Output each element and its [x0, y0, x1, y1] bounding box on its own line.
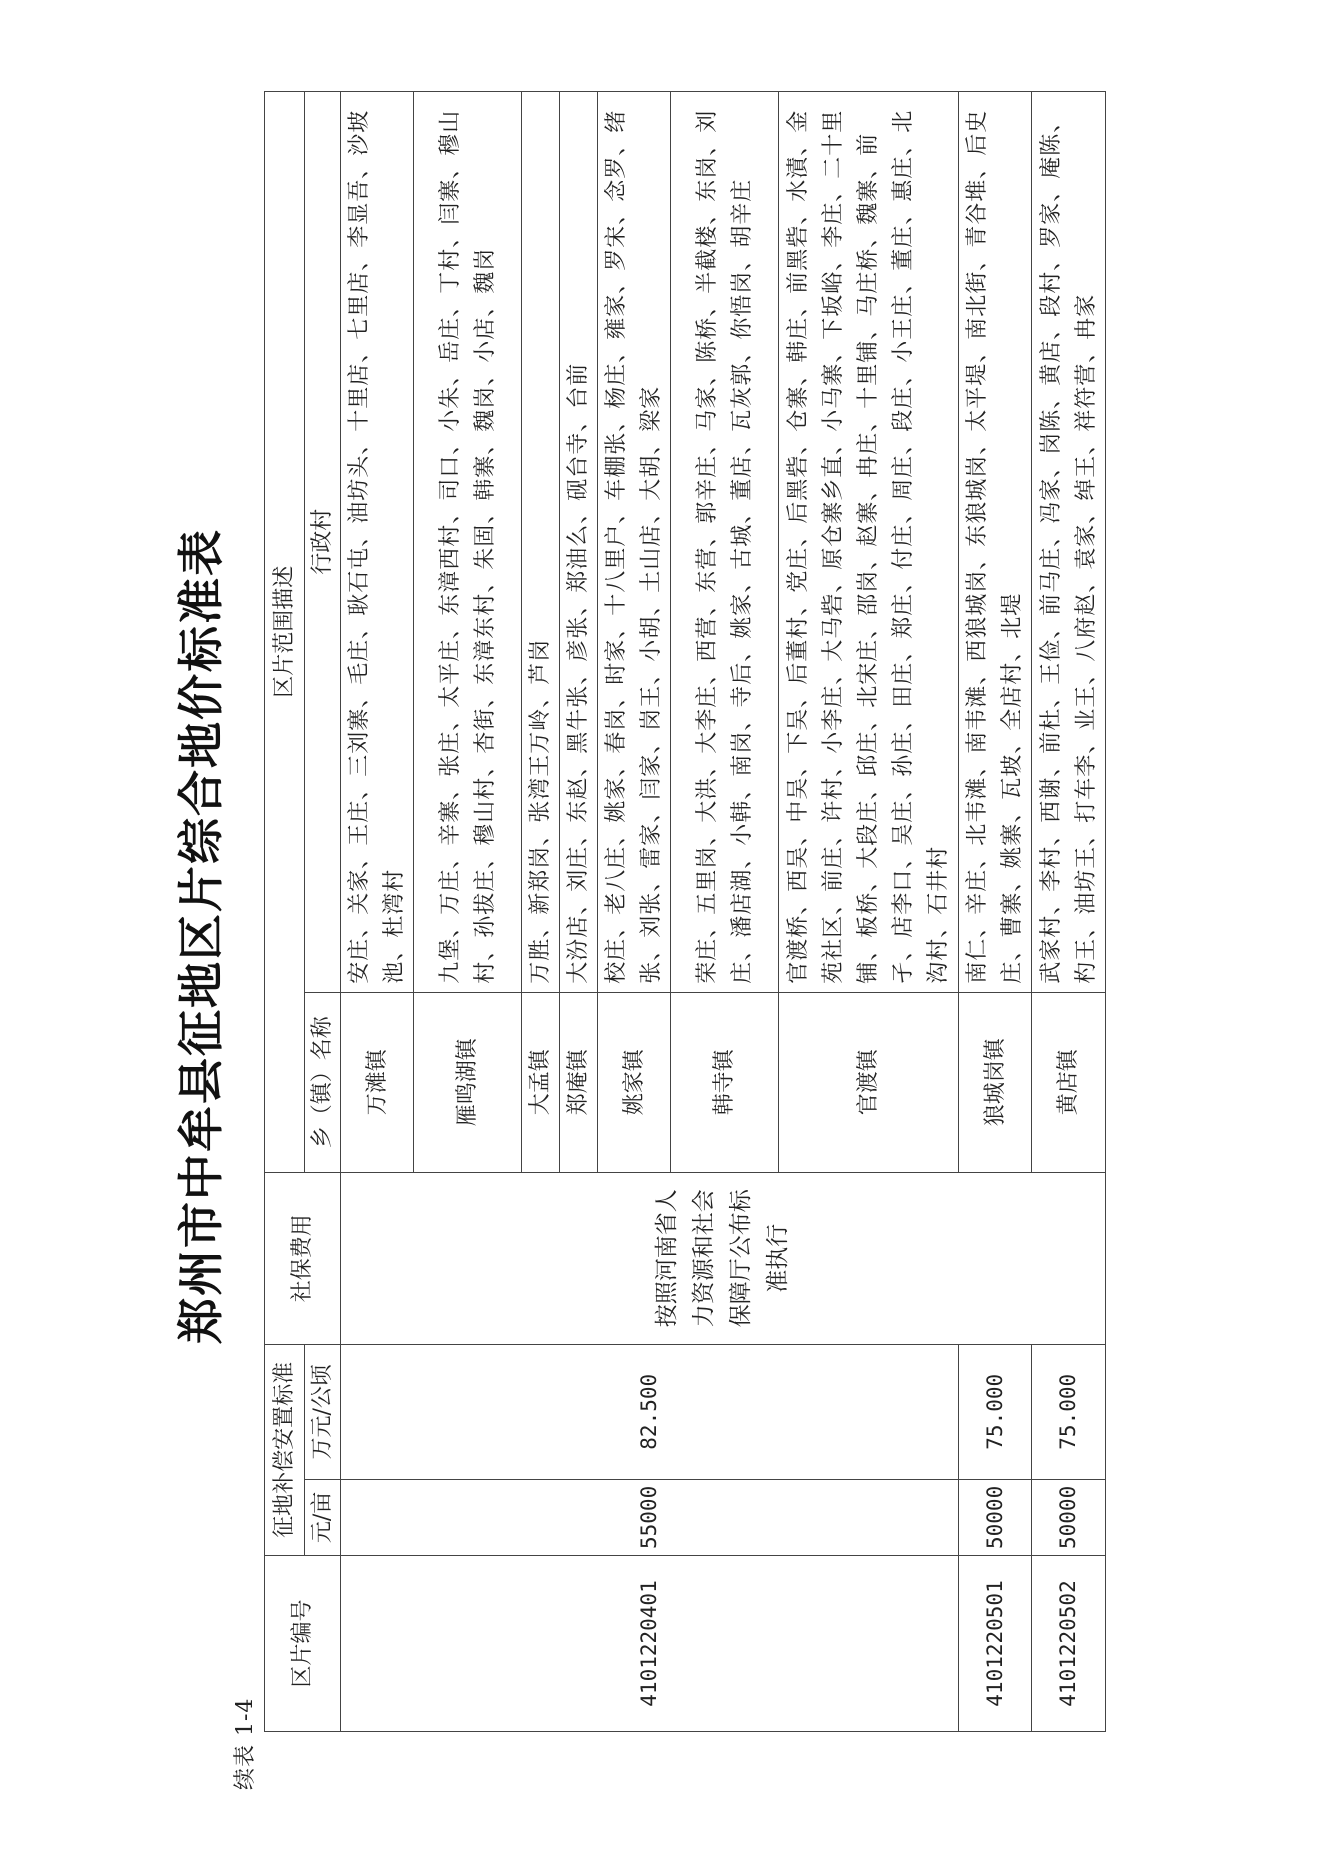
price-per-ha: 75.000 [1032, 1344, 1106, 1479]
town-name: 雁鸣湖镇 [414, 992, 522, 1172]
town-name: 大孟镇 [522, 992, 560, 1172]
town-name: 韩寺镇 [671, 992, 779, 1172]
village-list: 九堡、万庄、辛寨、张庄、太平庄、东漳西村、司口、小朱、岳庄、丁村、闫寨、穆山村、孙拔庄、穆山村、杏街、东漳东村、朱固、韩寨、魏岗、小店、魏岗 [414, 91, 522, 992]
unit-ha-header: 万元/公顷 [305, 1344, 341, 1479]
village-list: 万胜、新郑岗、张湾王万岭、芦岗 [522, 91, 560, 992]
price-per-ha: 82.500 [341, 1344, 959, 1479]
town-name: 狼城岗镇 [959, 992, 1032, 1172]
table-row [959, 91, 1032, 1731]
village-list: 校庄、老八庄、姚家、春岗、时家、十八里户、车棚张、杨庄、雍家、罗宋、念罗、绪张、刘张、雷家、闫家、岗王、小胡、土山店、大胡、梁家 [598, 91, 671, 992]
land-price-table [264, 91, 1106, 1732]
price-per-mu: 50000 [959, 1479, 1032, 1555]
village-list: 安庄、关家、王庄、三刘寨、毛庄、耿石屯、油坊头、十里店、七里店、李显吾、沙坡池、杜湾村 [341, 91, 414, 992]
town-name: 黄店镇 [1032, 992, 1106, 1172]
zone-code: 4101220502 [1032, 1556, 1106, 1732]
page-title: 郑州市中牟县征地区片综合地价标准表 [174, 528, 228, 1344]
table-row [341, 91, 414, 1731]
unit-mu-header: 元/亩 [305, 1479, 341, 1555]
price-per-mu: 50000 [1032, 1479, 1106, 1555]
social-fee-text: 按照河南省人力资源和社会保障厅公布标准执行 [654, 1189, 791, 1328]
price-per-ha: 75.000 [959, 1344, 1032, 1479]
scope-header: 区片范围描述 [265, 91, 305, 1172]
social-fee [341, 1172, 1106, 1344]
compensation-header: 征地补偿安置标准 [265, 1344, 305, 1555]
price-per-mu: 55000 [341, 1479, 959, 1555]
village-list: 武家村、李村、西谢、前杜、王俭、前马庄、冯家、岗陈、黄店、段村、罗家、庵陈、杓王、油坊王、打车李、业王、八府赵、袁家、绰王、祥符营、冉家 [1032, 91, 1106, 992]
village-list: 大汾店、刘庄、东赵、黑牛张、彦张、郑油么、砚台寺、台前 [560, 91, 598, 992]
town-header: 乡（镇）名称 [305, 992, 341, 1172]
town-name: 官渡镇 [779, 992, 959, 1172]
table-row [1032, 91, 1106, 1731]
village-list: 官渡桥、西吴、中吴、下吴、后董村、党庄、后黑砦、仓寨、韩庄、前黑砦、水漬、金苑社区、前庄、许村、小李庄、大马砦、原仓寨乡直、小马寨、下坂峪、李庄、二十里铺、板桥、大段庄、邱庄、北宋庄、邵岗、赵寨、冉庄、十里铺、马庄桥、魏寨、前孑、店李口、吴庄、孙庄、田庄、郑庄、付庄、周庄、段庄、小王庄、董庄、惠庄、北沟村、石井村 [779, 91, 959, 992]
village-header: 行政村 [305, 91, 341, 992]
town-name: 郑庵镇 [560, 992, 598, 1172]
town-name: 姚家镇 [598, 992, 671, 1172]
zone-code: 4101220401 [341, 1556, 959, 1732]
table-subtitle: 续表 1-4 [233, 1697, 258, 1790]
zone-code: 4101220501 [959, 1556, 1032, 1732]
village-list: 南仁、辛庄、北韦滩、南韦滩、西狼城岗、东狼城岗、太平堤、南北街、青谷堆、后史庄、曹寨、姚寨、瓦坡、全店村、北堤 [959, 91, 1032, 992]
zone-code-header: 区片编号 [265, 1556, 341, 1732]
social-header: 社保费用 [265, 1172, 341, 1344]
village-list: 荣庄、五里岗、大洪、大李庄、西营、东营、郭辛庄、马家、陈桥、半截楼、东岗、刘庄、潘店湖、小韩、南岗、寺后、姚家、古城、董店、瓦灰郭、你悟岗、胡辛庄 [671, 91, 779, 992]
town-name: 万滩镇 [341, 992, 414, 1172]
